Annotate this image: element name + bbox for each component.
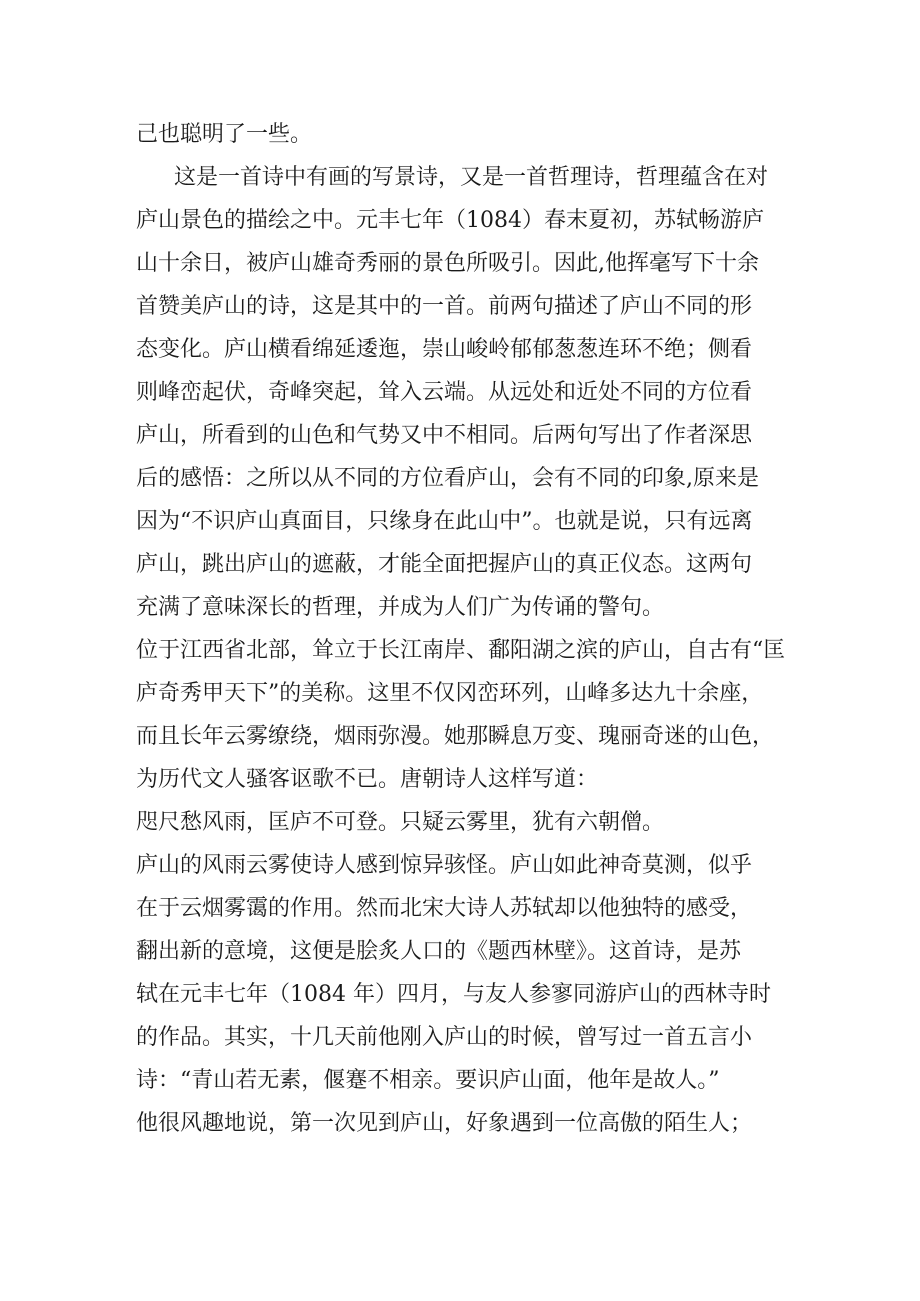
- text-line: 诗：“青山若无素，偃蹇不相亲。要识庐山面，他年是故人。”: [136, 1068, 720, 1093]
- text-line: 翻出新的意境，这便是脍炙人口的《题西林壁》。这首诗，是苏: [136, 939, 742, 964]
- text-line: 庐山景色的描绘之中。元丰七年（1084）春末夏初，苏轼畅游庐: [136, 208, 764, 233]
- text-line: 态变化。庐山横看绵延逶迤，崇山峻岭郁郁葱葱连环不绝；侧看: [136, 337, 753, 362]
- text-line: 庐奇秀甲天下”的美称。这里不仅冈峦环列，山峰多达九十余座，: [136, 681, 764, 706]
- text-line: 位于江西省北部，耸立于长江南岸、鄱阳湖之滨的庐山，自古有“匡: [136, 638, 786, 663]
- text-line: 而且长年云雾缭绕，烟雨弥漫。她那瞬息万变、瑰丽奇迷的山色，: [136, 724, 775, 749]
- text-line: 庐山，跳出庐山的遮蔽，才能全面把握庐山的真正仪态。这两句: [136, 552, 753, 577]
- text-line: 为历代文人骚客讴歌不已。唐朝诗人这样写道：: [136, 767, 599, 792]
- text-line: 在于云烟雾霭的作用。然而北宋大诗人苏轼却以他独特的感受，: [136, 896, 753, 921]
- paragraph: [136, 801, 796, 844]
- text-line: 因为“不识庐山真面目，只缘身在此山中”。也就是说，只有远离: [136, 509, 753, 534]
- text-line: 则峰峦起伏，奇峰突起，耸入云端。从远处和近处不同的方位看: [136, 380, 753, 405]
- text-line: 轼在元丰七年（1084 年）四月，与友人参寥同游庐山的西林寺时: [136, 982, 771, 1007]
- text-line: 后的感悟：之所以从不同的方位看庐山，会有不同的印象,原来是: [136, 466, 759, 491]
- text-line: 这是一首诗中有画的写景诗，又是一首哲理诗，哲理蕴含在对: [174, 165, 769, 190]
- text-line: 庐山，所看到的山色和气势又中不相同。后两句写出了作者深思: [136, 423, 753, 448]
- paragraph: [136, 629, 796, 801]
- paragraph: [136, 156, 796, 629]
- text-line: 咫尺愁风雨，匡庐不可登。只疑云雾里，犹有六朝僧。: [136, 810, 665, 835]
- text-line: 充满了意味深长的哲理，并成为人们广为传诵的警句。: [136, 595, 665, 620]
- paragraph: [136, 844, 796, 1145]
- paragraph: [136, 113, 796, 156]
- text-line: 己也聪明了一些。: [136, 122, 313, 147]
- text-line: 庐山的风雨云雾使诗人感到惊异骇怪。庐山如此神奇莫测，似乎: [136, 853, 753, 878]
- text-line: 的作品。其实，十几天前他刚入庐山的时候，曾写过一首五言小: [136, 1025, 753, 1050]
- document-body: [136, 113, 796, 1145]
- text-line: 山十余日，被庐山雄奇秀丽的景色所吸引。因此,他挥毫写下十余: [136, 251, 759, 276]
- text-line: 首赞美庐山的诗，这是其中的一首。前两句描述了庐山不同的形: [136, 294, 753, 319]
- text-line: 他很风趣地说，第一次见到庐山，好象遇到一位高傲的陌生人；: [136, 1111, 753, 1136]
